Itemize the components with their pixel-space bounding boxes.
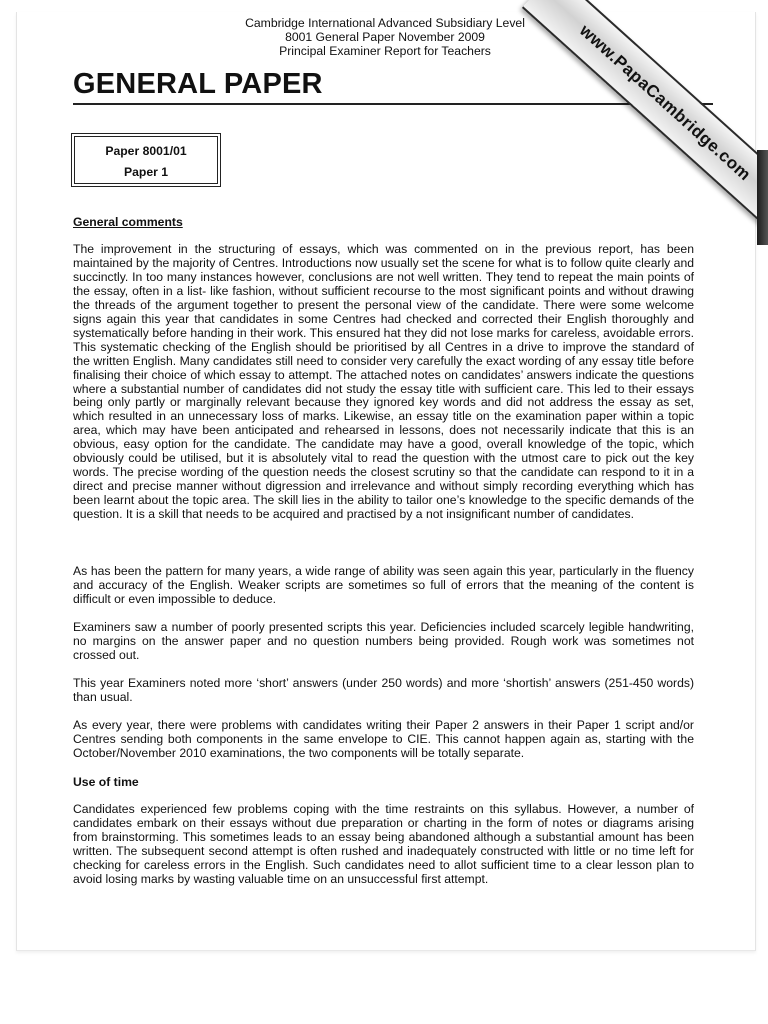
paper-code: Paper 8001/01 bbox=[105, 144, 187, 158]
title-rule bbox=[73, 103, 713, 105]
paragraph-5: As every year, there were problems with candidates writing their Paper 2 answers in their Paper 1 script and/or Centres sending both components in the same envelope to CIE. This cannot happen again as, starting with the October/November 2010 examinations, the two components will be totally separate. bbox=[73, 718, 694, 760]
general-comments-heading: General comments bbox=[73, 215, 183, 229]
watermark-link[interactable]: www.PapaCambridge.com bbox=[575, 20, 755, 185]
paragraph-1: The improvement in the structuring of essays, which was commented on in the previous report, has been maintained by the majority of Centres. Introductions now usually set the scene for what is to follow quite clearly and succinctly. In too many instances however, conclusions are not well written. They tend to repeat the main points of the essay, often in a list- like fashion, without sufficient recourse to the most significant points and without drawing the threads of the argument together to present the personal view of the candidate. There were some welcome signs again this year that candidates in some Centres had checked and corrected their English thoroughly and systematically before handing in their work. This ensured hat they did not lose marks for careless, avoidable errors. This systematic checking of the English should be prioritised by all Centres in a drive to improve the standard of the written English. Many candidates still need to consider very carefully the exact wording of any essay title before finalising their choice of which essay to attempt. The attached notes on candidates’ answers indicate the questions where a substantial number of candidates did not study the essay title with sufficient care. This led to their essays being only partly or marginally relevant because they ignored key words and did not address the essay as set, which resulted in an unnecessary loss of marks. Likewise, an essay title on the examination paper within a topic area, which may have been anticipated and rehearsed in lessons, does not necessarily indicate that this is an obvious, easy option for the candidate. The candidate may have a good, overall knowledge of the topic, which obviously could be utilised, but it is absolutely vital to read the question with the utmost care to pick out the key words. The precise wording of the question needs the closest scrutiny so that the candidate can respond to it in a direct and precise manner without digression and irrelevance and without simply recording everything which has been learnt about the topic area. The skill lies in the ability to tailor one’s knowledge to the specific demands of the question. It is a skill that needs to be acquired and practised by a not insignificant number of candidates. bbox=[73, 242, 694, 522]
paragraph-2: As has been the pattern for many years, a wide range of ability was seen again this year, particularly in the fluency and accuracy of the English. Weaker scripts are sometimes so full of errors that the meaning of the content is difficult or even impossible to deduce. bbox=[73, 564, 694, 606]
paragraph-4: This year Examiners noted more ‘short’ answers (under 250 words) and more ‘shortish’ answers (251-450 words) than usual. bbox=[73, 676, 694, 704]
paper-number: Paper 1 bbox=[123, 165, 169, 179]
use-of-time-heading: Use of time bbox=[73, 775, 139, 789]
header-line-1: Cambridge International Advanced Subsidiary Level bbox=[245, 16, 525, 30]
paragraph-3: Examiners saw a number of poorly presented scripts this year. Deficiencies included scarcely legible handwriting, no margins on the answer paper and no question numbers being provided. Rough work was sometimes not crossed out. bbox=[73, 620, 694, 662]
paragraph-6: Candidates experienced few problems coping with the time restraints on this syllabus. However, a number of candidates embark on their essays without due preparation or charting in the form of notes or diagrams arising from brainstorming. This sometimes leads to an essay being abandoned although a substantial amount has been written. The subsequent second attempt is often rushed and inadequately constructed with little or no time left for checking for careless errors in the English. Such candidates need to allot sufficient time to a clear lesson plan to avoid losing marks by wasting valuable time on an unsuccessful first attempt. bbox=[73, 802, 694, 886]
header-line-3: Principal Examiner Report for Teachers bbox=[279, 44, 491, 58]
paper-box bbox=[71, 133, 221, 187]
ribbon-fold-edge bbox=[757, 150, 768, 245]
header-line-2: 8001 General Paper November 2009 bbox=[285, 30, 485, 44]
page-title: GENERAL PAPER bbox=[73, 68, 323, 100]
paper-box-inner-border bbox=[74, 136, 218, 184]
